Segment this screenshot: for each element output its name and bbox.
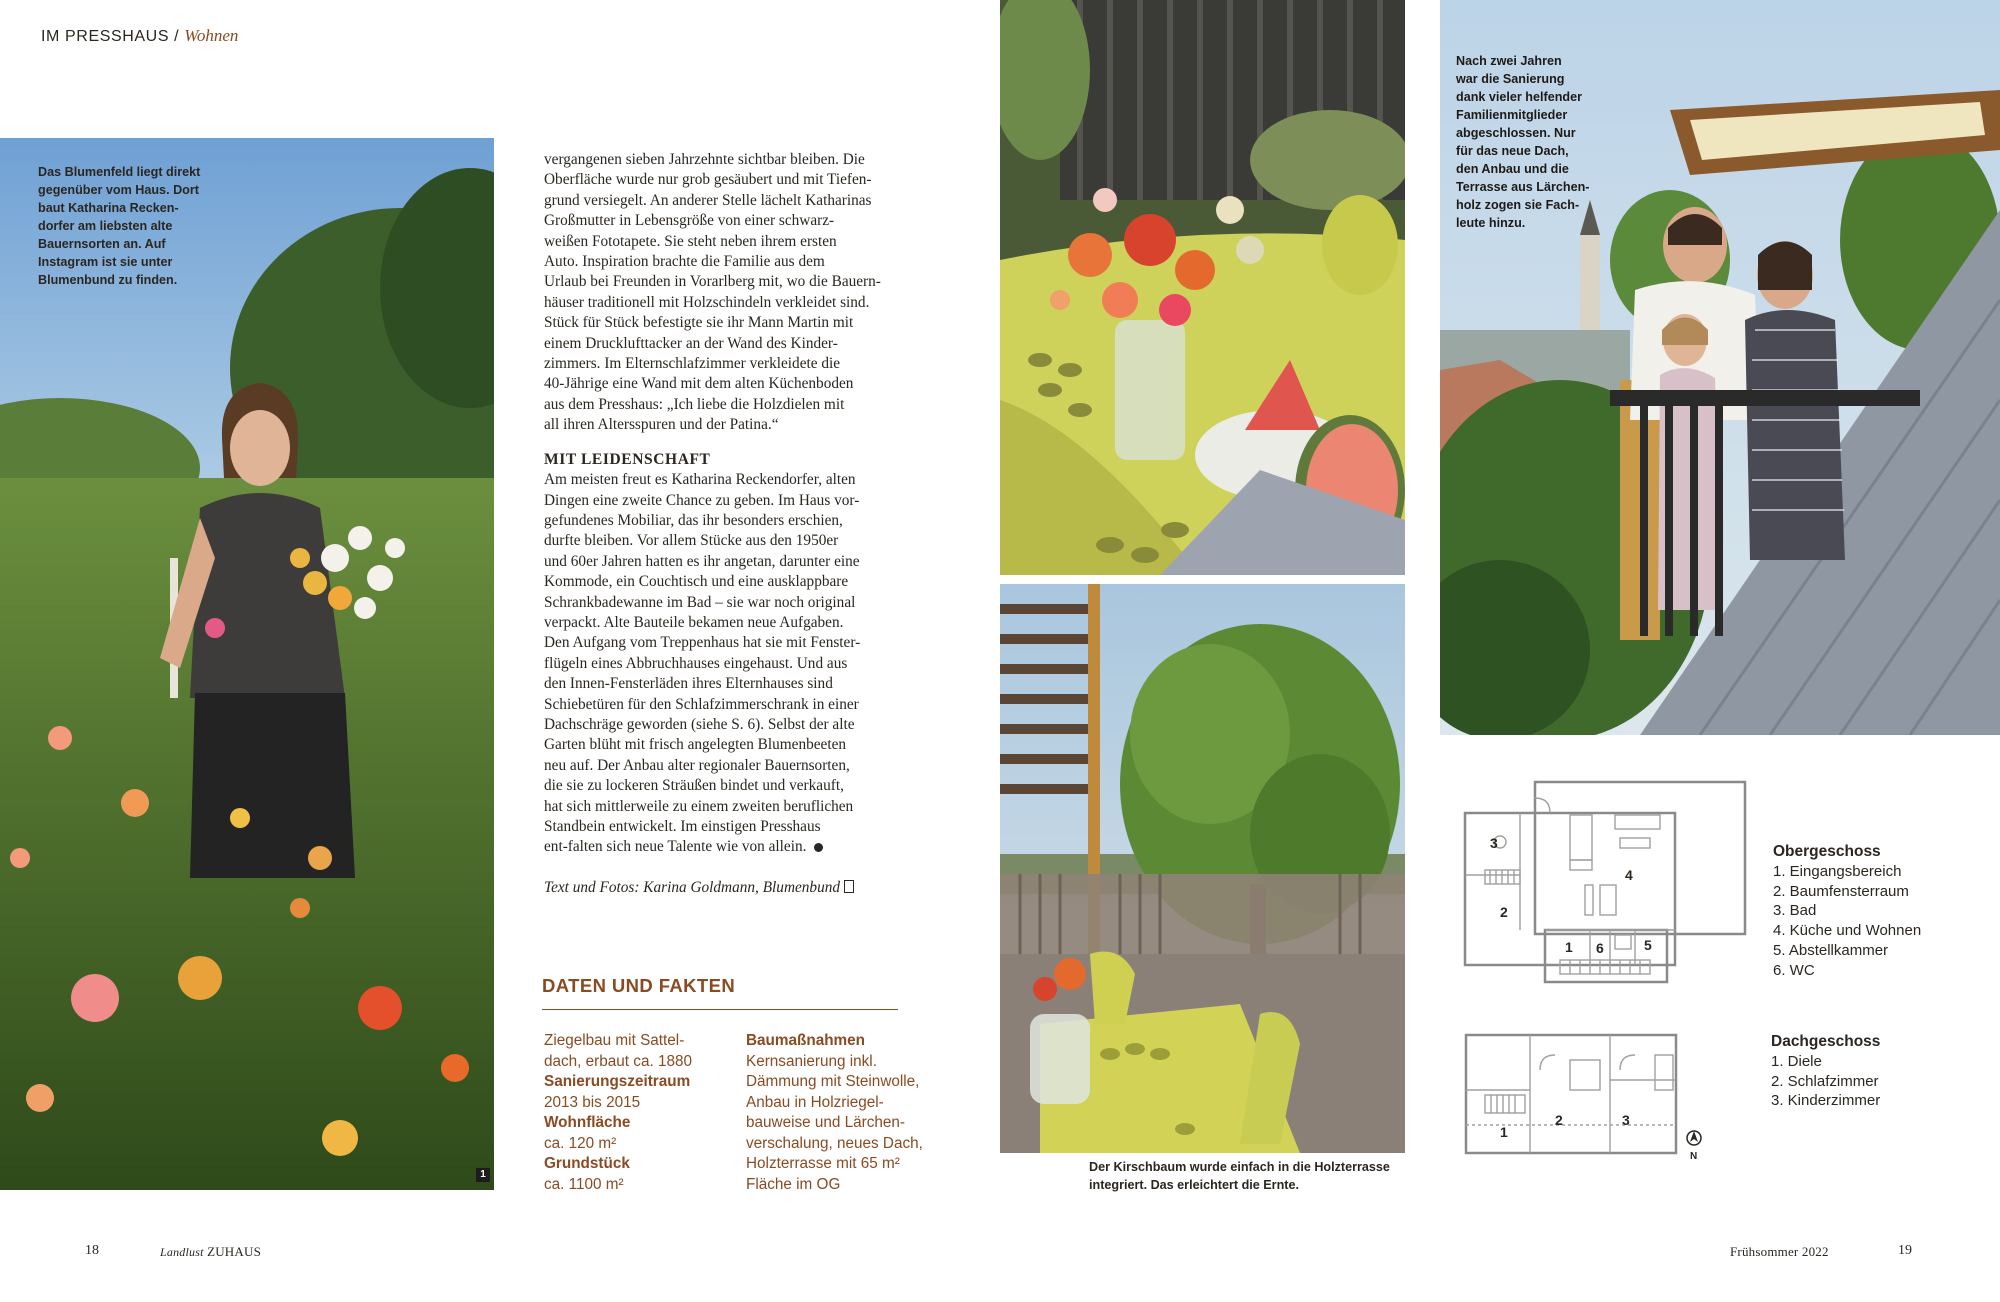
legend-item: 6. WC [1773, 961, 1815, 979]
caption-line: abgeschlossen. Nur [1456, 126, 1576, 140]
article-line: Den Aufgang vom Treppenhaus hat sie mit Fenster- [544, 634, 861, 652]
article-body [544, 150, 906, 898]
credit-text: Text und Fotos: Karina Goldmann, Blumenbund [544, 878, 841, 896]
article-line: einem Drucklufttacker an der Wand des Kinder- [544, 334, 838, 352]
facts-line: ca. 120 m² [544, 1134, 617, 1152]
floorplan-attic [1460, 1030, 1710, 1160]
caption-line: Instagram ist sie unter [38, 255, 173, 269]
article-line: Oberfläche wurde nur grob gesäubert und mit Tiefen- [544, 171, 872, 189]
magazine-logo-script: Landlust [160, 1245, 204, 1259]
photo-credit-box-icon [844, 880, 854, 893]
caption-line: Der Kirschbaum wurde einfach in die Holzterrasse [1089, 1160, 1390, 1174]
photo-number-badge: 1 [476, 1168, 490, 1182]
article-line: Standbein entwickelt. Im einstigen Presshaus [544, 818, 821, 835]
caption-line: dank vieler helfender [1456, 90, 1582, 104]
article-line: weißen Fototapete. Sie steht neben ihrem ersten [544, 232, 837, 250]
facts-line: Anbau in Holzriegel- [746, 1093, 884, 1111]
article-line: gefundenes Mobiliar, das ihr besonders erschien, [544, 511, 843, 529]
end-mark-icon [814, 843, 823, 852]
article-line [544, 837, 906, 857]
facts-line: dach, erbaut ca. 1880 [544, 1052, 692, 1070]
cherry-tree-illustration [1000, 584, 1405, 1153]
article-line: Dachschräge geworden (siehe S. 6). Selbst der alte [544, 715, 855, 733]
article-line: zimmers. Im Elternschlafzimmer verkleidete die [544, 355, 841, 373]
floorplan-attic-legend [1771, 1032, 1971, 1111]
floorplan-label: 2 [1555, 1112, 1563, 1128]
legend-item: 1. Diele [1771, 1052, 1822, 1070]
facts-divider [542, 1009, 898, 1010]
facts-key: Grundstück [544, 1155, 630, 1172]
facts-key: Wohnfläche [544, 1114, 631, 1131]
floorplan-label: 6 [1596, 940, 1604, 956]
facts-line: 2013 bis 2015 [544, 1093, 641, 1111]
facts-line: Kernsanierung inkl. [746, 1052, 877, 1070]
cherry-tree-caption [1089, 1158, 1419, 1194]
table-flowers-photo [1000, 0, 1405, 575]
article-line: all ihren Altersspuren und der Patina.“ [544, 416, 779, 434]
article-line: Urlaub bei Freunden in Vorarlberg mit, wo die Bauern- [544, 273, 881, 291]
article-line: Dingen eine zweite Chance zu geben. Im Haus vor- [544, 491, 860, 509]
caption-line: den Anbau und die [1456, 162, 1569, 176]
facts-title: DATEN UND FAKTEN [542, 975, 736, 996]
north-arrow-icon [1687, 1131, 1701, 1145]
facts-line: verschalung, neues Dach, [746, 1134, 923, 1152]
legend-item: 3. Bad [1773, 902, 1817, 920]
caption-line: Familienmitglieder [1456, 108, 1568, 122]
magazine-title: ZUHAUS [207, 1244, 262, 1259]
article-subhead: MIT LEIDENSCHAFT [544, 450, 711, 468]
article-line: Kommode, ein Couchtisch und eine ausklappbare [544, 573, 849, 591]
legend-item: 5. Abstellkammer [1773, 941, 1889, 959]
legend-title: Obergeschoss [1773, 843, 1881, 860]
floorplan-label: 3 [1490, 835, 1498, 851]
facts-line: Dämmung mit Steinwolle, [746, 1073, 920, 1090]
caption-line: war die Sanierung [1456, 72, 1565, 86]
article-line: und 60er Jahren hatten es ihr angetan, darunter eine [544, 552, 860, 570]
floorplan-label: 2 [1500, 904, 1508, 920]
facts-line: ca. 1100 m² [544, 1175, 624, 1193]
article-line: grund versiegelt. An anderer Stelle lächelt Katharinas [544, 191, 872, 209]
article-line: Schrankbadewanne im Bad – sie war noch original [544, 593, 856, 611]
caption-line: dorfer am liebsten alte [38, 219, 173, 233]
family-balcony-caption [1456, 52, 1616, 232]
section-name: IM PRESSHAUS [41, 28, 170, 45]
floorplan-label: 4 [1625, 867, 1633, 883]
article-line: durfte bleiben. Vor allem Stücke aus den 1950er [544, 532, 839, 550]
caption-line: Bauernsorten an. Auf [38, 237, 166, 251]
floorplan-label: 3 [1622, 1112, 1630, 1128]
cherry-tree-photo [1000, 584, 1405, 1153]
floorplan-label: 1 [1500, 1124, 1508, 1140]
facts-key: Sanierungszeitraum [544, 1073, 691, 1090]
flower-field-photo [0, 138, 494, 1190]
article-line: vergangenen sieben Jahrzehnte sichtbar bleiben. Die [544, 151, 865, 168]
legend-item: 2. Schlafzimmer [1771, 1072, 1879, 1090]
article-credit [544, 878, 906, 898]
article-last-line: ent-falten sich neue Talente wie von allein. [544, 838, 807, 856]
facts-line: Holzterrasse mit 65 m² [746, 1155, 900, 1172]
facts-line: Ziegelbau mit Sattel- [544, 1032, 685, 1049]
article-line: Großmutter in Lebensgröße von einer schwarz- [544, 212, 835, 230]
article-line: den Innen-Fensterläden ihres Elternhauses sind [544, 675, 833, 693]
article-line: flügeln eines Abbruchhauses eingehaust. Und aus [544, 654, 848, 672]
article-line: 40-Jährige eine Wand mit dem alten Küchenboden [544, 375, 854, 393]
caption-line: leute hinzu. [1456, 216, 1526, 230]
floorplan-label: 5 [1644, 937, 1652, 953]
floorplan-upper-legend [1773, 842, 1973, 981]
flower-field-illustration [0, 138, 494, 1190]
facts-key: Baumaßnahmen [746, 1032, 865, 1049]
caption-line: holz zogen sie Fach- [1456, 198, 1580, 212]
article-line: Schiebetüren für den Schlafzimmerschrank in einer [544, 695, 859, 713]
issue-label: Frühsommer 2022 [1730, 1244, 1829, 1259]
legend-item: 3. Kinderzimmer [1771, 1092, 1881, 1110]
article-line: häuser traditionell mit Holzschindeln verkleidet sind. [544, 293, 870, 311]
article-line: die sie zu lockeren Sträußen bindet und verkauft, [544, 777, 844, 795]
subsection-name: Wohnen [184, 26, 239, 45]
floorplan-label: 1 [1565, 939, 1573, 955]
article-line: Am meisten freut es Katharina Reckendorfer, alten [544, 471, 856, 489]
caption-line: Blumenbund zu finden. [38, 273, 178, 287]
legend-title: Dachgeschoss [1771, 1033, 1881, 1050]
facts-line: Fläche im OG [746, 1175, 841, 1193]
caption-line: Nach zwei Jahren [1456, 54, 1562, 68]
table-flowers-illustration [1000, 0, 1405, 575]
caption-line: Das Blumenfeld liegt direkt [38, 165, 201, 179]
floorplan-upper-floor [1460, 780, 1750, 990]
facts-left-column [544, 1031, 734, 1195]
section-label [41, 26, 238, 46]
facts-right-column [746, 1031, 956, 1195]
caption-line: für das neue Dach, [1456, 144, 1569, 158]
article-line: hat sich mittlerweile zu einem zweiten beruflichen [544, 797, 854, 815]
caption-line: gegenüber vom Haus. Dort [38, 183, 199, 197]
page-number-right: 19 [1898, 1243, 1912, 1258]
legend-item: 4. Küche und Wohnen [1773, 922, 1922, 940]
section-separator: / [169, 28, 185, 45]
article-line: neu auf. Der Anbau alter regionaler Bauernsorten, [544, 756, 850, 774]
facts-line: bauweise und Lärchen- [746, 1114, 906, 1131]
north-label: N [1690, 1151, 1698, 1160]
magazine-name [160, 1244, 261, 1260]
legend-item: 2. Baumfensterraum [1773, 882, 1909, 900]
caption-line: baut Katharina Recken- [38, 201, 179, 215]
legend-item: 1. Eingangsbereich [1773, 862, 1902, 880]
floorplan-attic-drawing [1460, 1030, 1710, 1160]
article-line: Auto. Inspiration brachte die Familie aus dem [544, 253, 825, 271]
caption-line: integriert. Das erleichtert die Ernte. [1089, 1178, 1299, 1192]
flower-field-caption [38, 163, 238, 289]
article-line: Stück für Stück befestigte sie ihr Mann Martin mit [544, 314, 854, 332]
floorplan-upper-drawing [1460, 780, 1750, 990]
caption-line: Terrasse aus Lärchen- [1456, 180, 1590, 194]
page-number-left: 18 [85, 1243, 99, 1258]
article-line: Garten blüht mit frisch angelegten Blumenbeeten [544, 736, 847, 754]
article-line: aus dem Presshaus: „Ich liebe die Holzdielen mit [544, 395, 845, 413]
article-line: verpackt. Alte Bauteile bekamen neue Aufgaben. [544, 613, 844, 631]
